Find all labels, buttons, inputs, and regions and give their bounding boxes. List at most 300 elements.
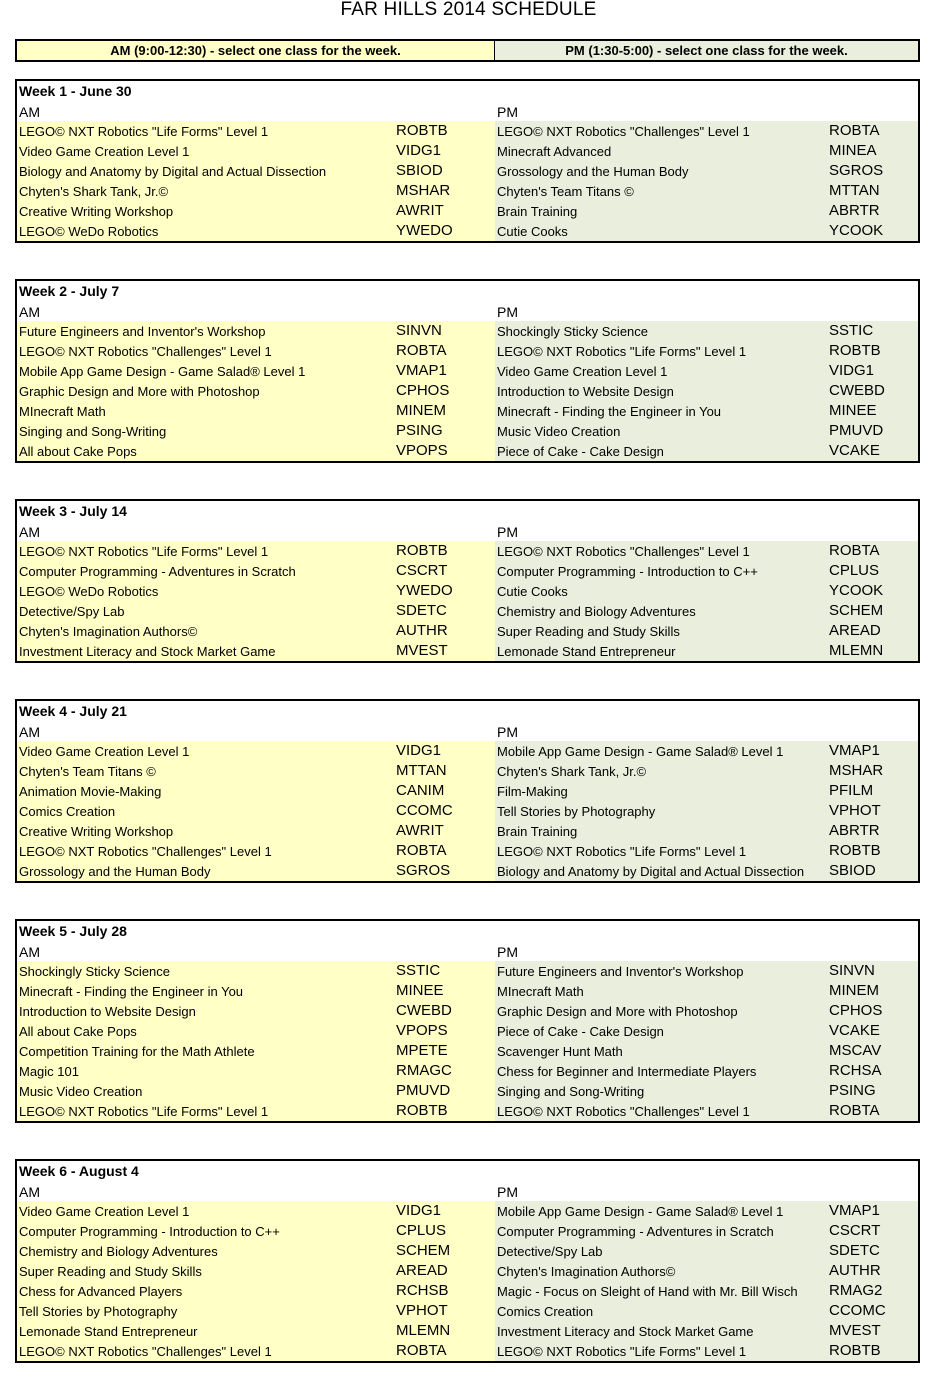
- pm-class-cell: [495, 201, 918, 221]
- pm-class-code: PMUVD: [829, 422, 884, 439]
- class-row: [17, 341, 918, 361]
- class-row: [17, 981, 918, 1001]
- pm-class-cell: [495, 1261, 918, 1281]
- am-class-name: LEGO© NXT Robotics "Challenges" Level 1: [19, 1344, 272, 1359]
- pm-class-code: MSHAR: [829, 762, 884, 779]
- am-class-cell: [17, 1001, 495, 1021]
- pm-class-cell: [495, 561, 918, 581]
- am-class-code: SCHEM: [396, 1242, 451, 1259]
- am-label: AM: [19, 304, 40, 320]
- pm-class-name: Chemistry and Biology Adventures: [497, 604, 696, 619]
- am-class-name: Animation Movie-Making: [19, 784, 162, 799]
- am-class-cell: [17, 1281, 495, 1301]
- am-class-cell: [17, 1041, 495, 1061]
- pm-class-cell: [495, 641, 918, 661]
- am-class-name: All about Cake Pops: [19, 444, 137, 459]
- am-class-cell: [17, 601, 495, 621]
- pm-class-name: Brain Training: [497, 824, 578, 839]
- pm-class-code: MTTAN: [829, 182, 880, 199]
- am-class-name: Shockingly Sticky Science: [19, 964, 171, 979]
- pm-class-cell: [495, 741, 918, 761]
- am-class-code: ROBTA: [396, 842, 447, 859]
- am-class-cell: [17, 641, 495, 661]
- pm-class-code: CPLUS: [829, 562, 880, 579]
- am-class-name: Grossology and the Human Body: [19, 864, 211, 879]
- pm-class-code: VMAP1: [829, 1202, 880, 1219]
- pm-class-code: ABRTR: [829, 202, 880, 219]
- pm-class-cell: [495, 321, 918, 341]
- pm-class-name: Music Video Creation: [497, 424, 621, 439]
- class-row: [17, 961, 918, 981]
- am-class-code: AWRIT: [396, 202, 444, 219]
- am-class-cell: [17, 341, 495, 361]
- am-class-code: VPHOT: [396, 1302, 448, 1319]
- class-row: [17, 541, 918, 561]
- page-title: FAR HILLS 2014 SCHEDULE: [340, 0, 597, 20]
- pm-class-name: Minecraft - Finding the Engineer in You: [497, 404, 722, 419]
- pm-class-cell: [495, 841, 918, 861]
- class-row: [17, 1221, 918, 1241]
- am-class-cell: [17, 221, 495, 241]
- pm-class-cell: [495, 1341, 918, 1361]
- am-class-cell: [17, 1021, 495, 1041]
- am-class-name: Future Engineers and Inventor's Workshop: [19, 324, 266, 339]
- session-labels: [17, 521, 918, 541]
- am-class-cell: [17, 741, 495, 761]
- am-class-code: SINVN: [396, 322, 442, 339]
- pm-class-name: Magic - Focus on Sleight of Hand with Mr. Bill Wisch: [497, 1284, 798, 1299]
- class-row: [17, 361, 918, 381]
- pm-class-cell: [495, 1081, 918, 1101]
- am-class-code: AUTHR: [396, 622, 448, 639]
- am-class-code: SSTIC: [396, 962, 441, 979]
- pm-class-name: Minecraft Advanced: [497, 144, 612, 159]
- pm-class-cell: [495, 541, 918, 561]
- am-class-name: Tell Stories by Photography: [19, 1304, 178, 1319]
- am-class-code: AWRIT: [396, 822, 444, 839]
- pm-class-name: Mobile App Game Design - Game Salad® Level 1: [497, 744, 784, 759]
- am-class-name: MInecraft Math: [19, 404, 106, 419]
- pm-class-code: MSCAV: [829, 1042, 882, 1059]
- class-row: [17, 1341, 918, 1361]
- am-class-cell: [17, 381, 495, 401]
- am-class-name: Music Video Creation: [19, 1084, 143, 1099]
- pm-class-code: CSCRT: [829, 1222, 881, 1239]
- am-class-name: Biology and Anatomy by Digital and Actual Dissection: [19, 164, 327, 179]
- pm-class-code: CWEBD: [829, 382, 885, 399]
- pm-class-name: Investment Literacy and Stock Market Game: [497, 1324, 754, 1339]
- pm-class-name: Cutie Cooks: [497, 584, 568, 599]
- am-class-code: ROBTB: [396, 122, 448, 139]
- pm-class-name: Brain Training: [497, 204, 578, 219]
- session-labels: [17, 301, 918, 321]
- class-row: [17, 741, 918, 761]
- am-class-cell: [17, 781, 495, 801]
- pm-class-cell: [495, 761, 918, 781]
- am-class-name: LEGO© NXT Robotics "Challenges" Level 1: [19, 844, 272, 859]
- pm-class-cell: [495, 1301, 918, 1321]
- week-block: [15, 699, 920, 883]
- am-class-code: VIDG1: [396, 1202, 442, 1219]
- am-class-name: LEGO© NXT Robotics "Challenges" Level 1: [19, 344, 272, 359]
- class-row: [17, 621, 918, 641]
- class-row: [17, 1001, 918, 1021]
- am-class-code: MPETE: [396, 1042, 448, 1059]
- pm-class-cell: [495, 401, 918, 421]
- pm-class-code: ROBTB: [829, 842, 881, 859]
- pm-class-name: Computer Programming - Adventures in Scratch: [497, 1224, 774, 1239]
- pm-class-name: Piece of Cake - Cake Design: [497, 1024, 664, 1039]
- pm-class-cell: [495, 181, 918, 201]
- am-class-name: Lemonade Stand Entrepreneur: [19, 1324, 198, 1339]
- am-class-code: SDETC: [396, 602, 447, 619]
- pm-class-code: ROBTA: [829, 1102, 880, 1119]
- pm-class-code: ROBTA: [829, 122, 880, 139]
- pm-label: PM: [497, 304, 518, 320]
- pm-class-cell: [495, 1021, 918, 1041]
- am-class-code: CWEBD: [396, 1002, 452, 1019]
- pm-class-name: Chess for Beginner and Intermediate Players: [497, 1064, 757, 1079]
- session-labels: [17, 721, 918, 741]
- am-class-code: CCOMC: [396, 802, 453, 819]
- class-row: [17, 1201, 918, 1221]
- am-class-code: YWEDO: [396, 582, 453, 599]
- pm-class-name: Future Engineers and Inventor's Workshop: [497, 964, 744, 979]
- week-block: [15, 919, 920, 1123]
- pm-class-code: SSTIC: [829, 322, 874, 339]
- am-class-name: LEGO© WeDo Robotics: [19, 584, 159, 599]
- pm-class-name: LEGO© NXT Robotics "Challenges" Level 1: [497, 1104, 750, 1119]
- pm-class-name: Comics Creation: [497, 1304, 594, 1319]
- pm-class-code: VPHOT: [829, 802, 881, 819]
- pm-class-cell: [495, 601, 918, 621]
- am-class-name: Video Game Creation Level 1: [19, 744, 190, 759]
- class-row: [17, 1021, 918, 1041]
- pm-class-code: PSING: [829, 1082, 876, 1099]
- pm-class-name: Computer Programming - Introduction to C++: [497, 564, 758, 579]
- am-class-cell: [17, 961, 495, 981]
- pm-class-cell: [495, 441, 918, 461]
- am-class-code: RCHSB: [396, 1282, 449, 1299]
- am-class-code: MVEST: [396, 642, 448, 659]
- pm-class-name: LEGO© NXT Robotics "Life Forms" Level 1: [497, 844, 747, 859]
- pm-class-name: Super Reading and Study Skills: [497, 624, 680, 639]
- pm-class-cell: [495, 581, 918, 601]
- am-class-cell: [17, 621, 495, 641]
- pm-class-code: YCOOK: [829, 222, 884, 239]
- class-row: [17, 121, 918, 141]
- am-class-name: Competition Training for the Math Athlete: [19, 1044, 255, 1059]
- pm-class-name: Detective/Spy Lab: [497, 1244, 603, 1259]
- am-class-name: Computer Programming - Adventures in Scratch: [19, 564, 296, 579]
- class-row: [17, 1321, 918, 1341]
- pm-class-code: MINEE: [829, 402, 877, 419]
- am-class-cell: [17, 861, 495, 881]
- am-class-cell: [17, 1261, 495, 1281]
- pm-class-cell: [495, 1281, 918, 1301]
- am-class-code: VPOPS: [396, 1022, 448, 1039]
- am-class-cell: [17, 1101, 495, 1121]
- am-label: AM: [19, 104, 40, 120]
- am-class-cell: [17, 541, 495, 561]
- am-class-name: LEGO© NXT Robotics "Life Forms" Level 1: [19, 544, 269, 559]
- pm-class-name: Introduction to Website Design: [497, 384, 674, 399]
- pm-class-name: Cutie Cooks: [497, 224, 568, 239]
- pm-class-code: SINVN: [829, 962, 875, 979]
- class-row: [17, 221, 918, 241]
- pm-class-cell: [495, 801, 918, 821]
- am-class-code: CPHOS: [396, 382, 450, 399]
- am-class-cell: [17, 401, 495, 421]
- am-label: AM: [19, 524, 40, 540]
- week-block: [15, 79, 920, 243]
- am-label: AM: [19, 1184, 40, 1200]
- pm-class-cell: [495, 361, 918, 381]
- week-title: Week 2 - July 7: [19, 283, 120, 299]
- am-class-code: MTTAN: [396, 762, 447, 779]
- pm-class-name: LEGO© NXT Robotics "Life Forms" Level 1: [497, 344, 747, 359]
- class-row: [17, 1261, 918, 1281]
- am-class-name: LEGO© NXT Robotics "Life Forms" Level 1: [19, 1104, 269, 1119]
- am-class-code: VMAP1: [396, 362, 447, 379]
- class-row: [17, 601, 918, 621]
- pm-class-name: Chyten's Team Titans ©: [497, 184, 634, 199]
- am-class-code: CANIM: [396, 782, 445, 799]
- pm-class-cell: [495, 381, 918, 401]
- week-block: [15, 279, 920, 463]
- pm-class-code: MVEST: [829, 1322, 881, 1339]
- class-row: [17, 1301, 918, 1321]
- am-class-name: Video Game Creation Level 1: [19, 1204, 190, 1219]
- pm-class-code: VCAKE: [829, 442, 880, 459]
- am-class-name: Magic 101: [19, 1064, 79, 1079]
- pm-class-name: Mobile App Game Design - Game Salad® Level 1: [497, 1204, 784, 1219]
- am-class-cell: [17, 321, 495, 341]
- am-class-cell: [17, 1201, 495, 1221]
- am-class-name: Graphic Design and More with Photoshop: [19, 384, 260, 399]
- class-row: [17, 861, 918, 881]
- am-class-cell: [17, 841, 495, 861]
- am-class-code: YWEDO: [396, 222, 453, 239]
- am-class-cell: [17, 1081, 495, 1101]
- week-title: Week 4 - July 21: [19, 703, 127, 719]
- am-class-name: Chess for Advanced Players: [19, 1284, 183, 1299]
- pm-class-code: MLEMN: [829, 642, 884, 659]
- pm-session-header: PM (1:30-5:00) - select one class for the week.: [495, 41, 918, 60]
- pm-class-code: ABRTR: [829, 822, 880, 839]
- am-class-cell: [17, 121, 495, 141]
- pm-class-code: ROBTA: [829, 542, 880, 559]
- am-label: AM: [19, 724, 40, 740]
- class-row: [17, 1081, 918, 1101]
- am-class-name: Chyten's Team Titans ©: [19, 764, 156, 779]
- am-class-name: Chyten's Shark Tank, Jr.©: [19, 184, 169, 199]
- class-row: [17, 781, 918, 801]
- pm-class-cell: [495, 1101, 918, 1121]
- week-block: [15, 499, 920, 663]
- am-class-name: Creative Writing Workshop: [19, 204, 174, 219]
- am-class-cell: [17, 1241, 495, 1261]
- pm-class-cell: [495, 141, 918, 161]
- am-class-code: MINEM: [396, 402, 446, 419]
- pm-class-cell: [495, 1221, 918, 1241]
- am-class-code: VIDG1: [396, 142, 442, 159]
- session-labels: [17, 101, 918, 121]
- am-label: AM: [19, 944, 40, 960]
- class-row: [17, 761, 918, 781]
- class-row: [17, 561, 918, 581]
- am-class-cell: [17, 181, 495, 201]
- pm-class-name: Biology and Anatomy by Digital and Actual Dissection: [497, 864, 805, 879]
- am-class-cell: [17, 361, 495, 381]
- am-class-cell: [17, 161, 495, 181]
- am-class-code: CSCRT: [396, 562, 448, 579]
- pm-class-code: CCOMC: [829, 1302, 886, 1319]
- pm-class-cell: [495, 1201, 918, 1221]
- pm-class-code: SGROS: [829, 162, 884, 179]
- pm-class-name: Scavenger Hunt Math: [497, 1044, 623, 1059]
- pm-label: PM: [497, 524, 518, 540]
- am-class-code: MSHAR: [396, 182, 451, 199]
- am-class-name: LEGO© NXT Robotics "Life Forms" Level 1: [19, 124, 269, 139]
- pm-class-name: Video Game Creation Level 1: [497, 364, 668, 379]
- am-class-code: AREAD: [396, 1262, 448, 1279]
- week-title: Week 1 - June 30: [19, 83, 132, 99]
- am-class-name: Introduction to Website Design: [19, 1004, 196, 1019]
- am-class-code: VIDG1: [396, 742, 442, 759]
- am-class-code: ROBTA: [396, 342, 447, 359]
- pm-class-name: Lemonade Stand Entrepreneur: [497, 644, 676, 659]
- pm-class-code: SDETC: [829, 1242, 880, 1259]
- am-class-name: Detective/Spy Lab: [19, 604, 125, 619]
- pm-class-code: SBIOD: [829, 862, 876, 879]
- am-class-cell: [17, 441, 495, 461]
- pm-class-code: AREAD: [829, 622, 881, 639]
- am-class-code: PMUVD: [396, 1082, 451, 1099]
- week-title: Week 6 - August 4: [19, 1163, 139, 1179]
- am-class-name: Minecraft - Finding the Engineer in You: [19, 984, 244, 999]
- pm-class-code: YCOOK: [829, 582, 884, 599]
- am-class-name: Super Reading and Study Skills: [19, 1264, 202, 1279]
- am-class-cell: [17, 561, 495, 581]
- class-row: [17, 1041, 918, 1061]
- pm-class-code: VCAKE: [829, 1022, 880, 1039]
- pm-class-code: ROBTB: [829, 342, 881, 359]
- session-header: [15, 39, 920, 62]
- pm-class-name: Piece of Cake - Cake Design: [497, 444, 664, 459]
- pm-class-name: MInecraft Math: [497, 984, 584, 999]
- pm-class-cell: [495, 341, 918, 361]
- class-row: [17, 581, 918, 601]
- am-class-cell: [17, 1321, 495, 1341]
- am-class-cell: [17, 1061, 495, 1081]
- pm-class-code: SCHEM: [829, 602, 884, 619]
- pm-class-cell: [495, 161, 918, 181]
- pm-class-name: Shockingly Sticky Science: [497, 324, 649, 339]
- pm-class-name: Film-Making: [497, 784, 568, 799]
- am-class-name: LEGO© WeDo Robotics: [19, 224, 159, 239]
- am-class-cell: [17, 581, 495, 601]
- class-row: [17, 421, 918, 441]
- pm-class-code: MINEA: [829, 142, 877, 159]
- pm-class-name: Singing and Song-Writing: [497, 1084, 645, 1099]
- pm-class-code: MINEM: [829, 982, 879, 999]
- pm-class-name: LEGO© NXT Robotics "Challenges" Level 1: [497, 124, 750, 139]
- am-class-code: VPOPS: [396, 442, 448, 459]
- week-title: Week 3 - July 14: [19, 503, 127, 519]
- pm-class-name: Grossology and the Human Body: [497, 164, 689, 179]
- class-row: [17, 381, 918, 401]
- pm-class-name: Chyten's Imagination Authors©: [497, 1264, 676, 1279]
- am-class-code: ROBTB: [396, 542, 448, 559]
- am-class-name: All about Cake Pops: [19, 1024, 137, 1039]
- am-class-cell: [17, 761, 495, 781]
- pm-label: PM: [497, 724, 518, 740]
- am-class-code: CPLUS: [396, 1222, 447, 1239]
- am-class-cell: [17, 201, 495, 221]
- am-class-name: Computer Programming - Introduction to C++: [19, 1224, 280, 1239]
- am-class-cell: [17, 1301, 495, 1321]
- am-class-name: Video Game Creation Level 1: [19, 144, 190, 159]
- class-row: [17, 161, 918, 181]
- am-class-name: Comics Creation: [19, 804, 116, 819]
- am-class-cell: [17, 981, 495, 1001]
- session-labels: [17, 1181, 918, 1201]
- am-class-cell: [17, 801, 495, 821]
- pm-class-cell: [495, 221, 918, 241]
- am-class-code: RMAGC: [396, 1062, 452, 1079]
- pm-class-cell: [495, 1241, 918, 1261]
- pm-class-code: ROBTB: [829, 1342, 881, 1359]
- am-session-header: AM (9:00-12:30) - select one class for the week.: [17, 41, 495, 60]
- class-row: [17, 841, 918, 861]
- week-block: [15, 1159, 920, 1363]
- pm-class-cell: [495, 1041, 918, 1061]
- pm-class-name: Graphic Design and More with Photoshop: [497, 1004, 738, 1019]
- pm-class-cell: [495, 821, 918, 841]
- class-row: [17, 321, 918, 341]
- am-class-name: Chemistry and Biology Adventures: [19, 1244, 218, 1259]
- pm-class-code: AUTHR: [829, 1262, 881, 1279]
- am-class-code: ROBTA: [396, 1342, 447, 1359]
- pm-label: PM: [497, 944, 518, 960]
- am-class-cell: [17, 1341, 495, 1361]
- class-row: [17, 181, 918, 201]
- pm-class-cell: [495, 1001, 918, 1021]
- class-row: [17, 441, 918, 461]
- pm-class-cell: [495, 1321, 918, 1341]
- class-row: [17, 1281, 918, 1301]
- pm-class-code: RMAG2: [829, 1282, 883, 1299]
- am-class-code: ROBTB: [396, 1102, 448, 1119]
- class-row: [17, 141, 918, 161]
- pm-label: PM: [497, 1184, 518, 1200]
- am-class-code: MLEMN: [396, 1322, 451, 1339]
- am-class-cell: [17, 821, 495, 841]
- pm-class-cell: [495, 121, 918, 141]
- pm-class-name: Chyten's Shark Tank, Jr.©: [497, 764, 647, 779]
- am-class-name: Investment Literacy and Stock Market Game: [19, 644, 276, 659]
- class-row: [17, 1101, 918, 1121]
- class-row: [17, 201, 918, 221]
- pm-class-code: PFILM: [829, 782, 874, 799]
- am-class-cell: [17, 141, 495, 161]
- am-class-cell: [17, 421, 495, 441]
- class-row: [17, 801, 918, 821]
- week-title: Week 5 - July 28: [19, 923, 127, 939]
- pm-class-cell: [495, 421, 918, 441]
- am-class-code: PSING: [396, 422, 443, 439]
